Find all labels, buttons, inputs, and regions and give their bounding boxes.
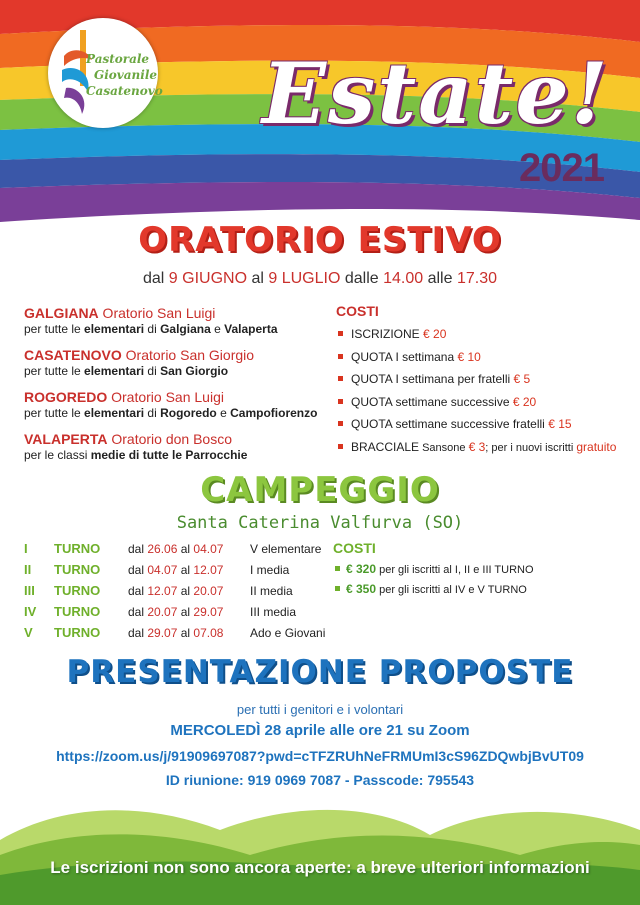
turno-row: IV TURNO dal 20.07 al 29.07 III media: [24, 604, 297, 619]
location-casatenovo: CASATENOVO Oratorio San Giorgio per tutte le elementari di San Giorgio: [24, 347, 255, 378]
turno-row: I TURNO dal 26.06 al 04.07 V elementare: [24, 541, 322, 556]
turno-row: III TURNO dal 12.07 al 20.07 II media: [24, 583, 293, 598]
oratorio-dates: dal 9 GIUGNO al 9 LUGLIO dalle 14.00 alle 17.30: [143, 270, 497, 287]
oratorio-costs: [336, 303, 636, 460]
presentazione-subtitle: per tutti i genitori e i volontari: [236, 702, 404, 717]
cross-flame-icon: [58, 26, 98, 118]
logo-line-3: Casatenovo: [86, 84, 163, 98]
zoom-link[interactable]: https://zoom.us/j/91909697087?pwd=cTFZRUhNeFRMUmI3cS96ZDQwbjBvUT09: [56, 748, 584, 764]
oratorio-costs-title: COSTI: [336, 303, 379, 319]
cost-item: BRACCIALE Sansone € 3; per i nuovi iscritti gratuito: [336, 438, 636, 461]
logo-line-1: Pastorale: [86, 52, 150, 66]
footer-notice: Le iscrizioni non sono ancora aperte: a breve ulteriori informazioni: [50, 858, 590, 877]
cost-item: € 350 per gli iscritti al IV e V TURNO: [333, 580, 534, 600]
cost-item: QUOTA settimane successive fratelli € 15: [336, 415, 636, 438]
campeggio-costs-title: COSTI: [333, 540, 376, 556]
year-label: 2021: [519, 146, 604, 190]
cost-item: € 320 per gli iscritti al I, II e III TURNO: [333, 560, 534, 580]
presentazione-date: MERCOLEDÌ 28 aprile alle ore 21 su Zoom: [170, 722, 470, 739]
campeggio-costs: [333, 540, 534, 600]
campeggio-place: Santa Caterina Valfurva (SO): [176, 513, 464, 533]
logo-line-2: Giovanile: [94, 68, 158, 82]
logo: [48, 18, 163, 128]
oratorio-title: ORATORIO ESTIVO: [138, 220, 502, 260]
location-rogoredo: ROGOREDO Oratorio San Luigi per tutte le elementari di Rogoredo e Campofiorenzo: [24, 389, 318, 420]
location-galgiana: GALGIANA Oratorio San Luigi per tutte le elementari di Galgiana e Valaperta: [24, 305, 278, 336]
cost-item: QUOTA I settimana per fratelli € 5: [336, 370, 636, 393]
cost-item: QUOTA I settimana € 10: [336, 348, 636, 371]
estate-title: Estate!: [262, 44, 610, 143]
meeting-id: ID riunione: 919 0969 7087 - Passcode: 795543: [165, 772, 475, 788]
cost-item: ISCRIZIONE € 20: [336, 325, 636, 348]
location-valaperta: VALAPERTA Oratorio don Bosco per le classi medie di tutte le Parrocchie: [24, 431, 248, 462]
cost-item: QUOTA settimane successive € 20: [336, 393, 636, 416]
green-hills: [0, 800, 640, 905]
turno-row: II TURNO dal 04.07 al 12.07 I media: [24, 562, 290, 577]
turno-row: V TURNO dal 29.07 al 07.08 Ado e Giovani: [24, 625, 326, 640]
campeggio-title: CAMPEGGIO: [200, 470, 440, 510]
presentazione-title: PRESENTAZIONE PROPOSTE: [66, 654, 574, 690]
